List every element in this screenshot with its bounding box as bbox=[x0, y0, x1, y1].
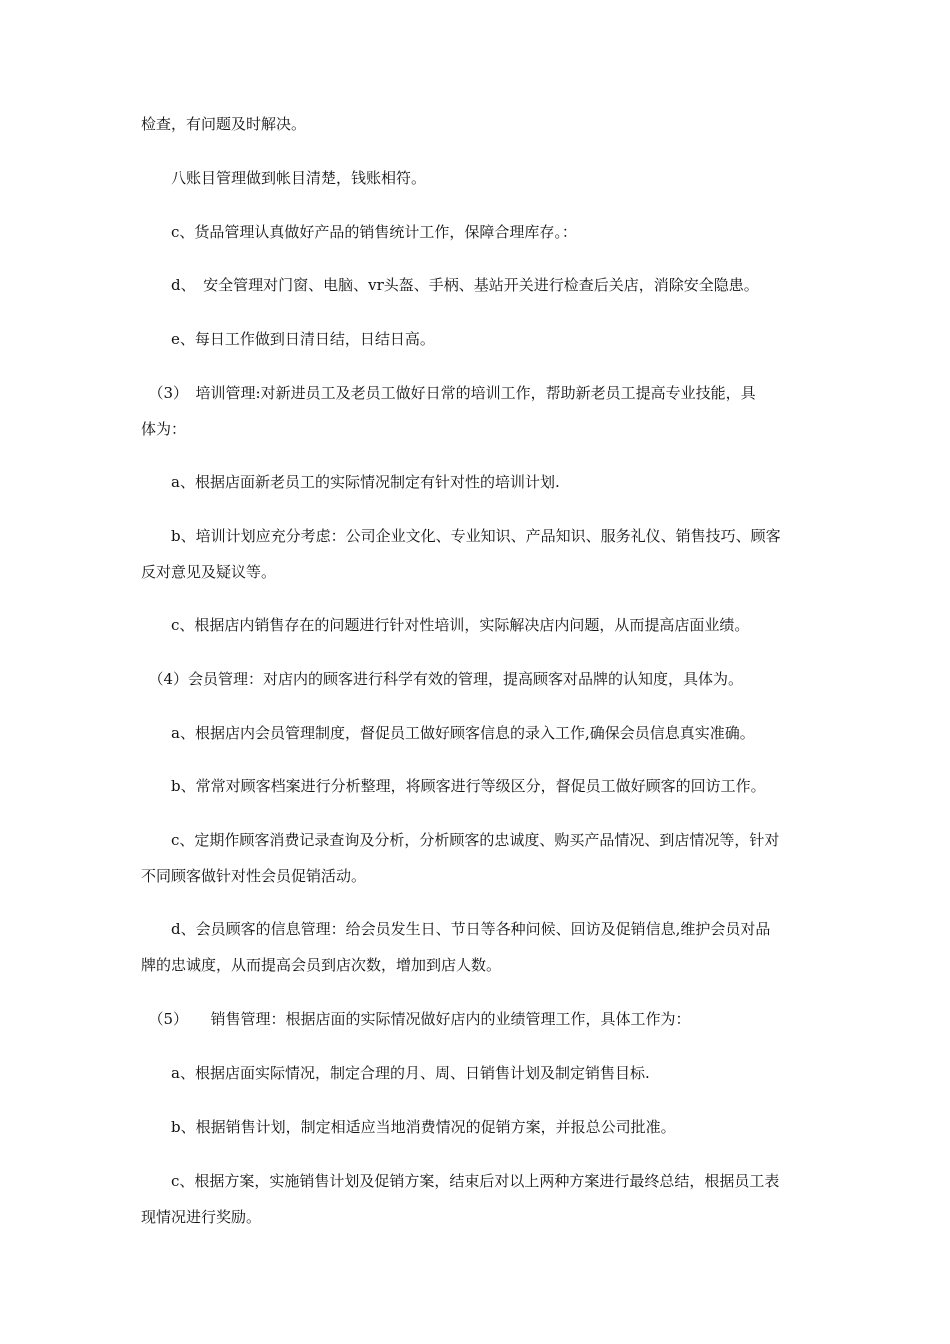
text-line: a、根据店面新老员工的实际情况制定有针对性的培训计划. bbox=[141, 473, 560, 491]
paragraph bbox=[141, 106, 821, 142]
text-line: a、根据店面实际情况，制定合理的月、周、日销售计划及制定销售目标. bbox=[141, 1064, 650, 1082]
paragraph bbox=[141, 911, 821, 983]
text-line: 八账目管理做到帐目清楚，钱账相符。 bbox=[141, 169, 427, 187]
text-line: 牌的忠诚度，从而提高会员到店次数，增加到店人数。 bbox=[141, 956, 502, 974]
text-line: d、 安全管理对门窗、电脑、vr头盔、手柄、基站开关进行检查后关店，消除安全隐患。 bbox=[141, 276, 759, 294]
text-line: （4）会员管理：对店内的顾客进行科学有效的管理，提高顾客对品牌的认知度，具体为。 bbox=[141, 670, 744, 688]
text-line: 检查，有问题及时解决。 bbox=[141, 115, 307, 133]
text-line: e、每日工作做到日清日结，日结日高。 bbox=[141, 330, 435, 348]
paragraph bbox=[141, 661, 821, 697]
paragraph bbox=[141, 768, 821, 804]
text-line: b、常常对顾客档案进行分析整理，将顾客进行等级区分，督促员工做好顾客的回访工作。 bbox=[141, 777, 766, 795]
paragraph bbox=[141, 1163, 821, 1235]
text-line: d、会员顾客的信息管理：给会员发生日、节日等各种问候、回访及促销信息,维护会员对品 bbox=[141, 920, 771, 938]
text-line: b、培训计划应充分考虑：公司企业文化、专业知识、产品知识、服务礼仪、销售技巧、顾客 bbox=[141, 527, 781, 545]
paragraph bbox=[141, 464, 821, 500]
text-line: （5） 销售管理：根据店面的实际情况做好店内的业绩管理工作，具体工作为： bbox=[141, 1010, 691, 1028]
text-line: c、定期作顾客消费记录查询及分析，分析顾客的忠诚度、购买产品情况、到店情况等，针对 bbox=[141, 831, 780, 849]
text-line: 反对意见及疑议等。 bbox=[141, 563, 277, 581]
paragraph bbox=[141, 518, 821, 590]
text-line: （3） 培训管理:对新进员工及老员工做好日常的培训工作，帮助新老员工提高专业技能，具 bbox=[141, 384, 756, 402]
text-line: a、根据店内会员管理制度，督促员工做好顾客信息的录入工作,确保会员信息真实准确。 bbox=[141, 724, 755, 742]
paragraph bbox=[141, 321, 821, 357]
paragraph bbox=[141, 607, 821, 643]
text-line: c、根据方案，实施销售计划及促销方案，结束后对以上两种方案进行最终总结，根据员工表 bbox=[141, 1172, 780, 1190]
text-line: c、根据店内销售存在的问题进行针对性培训，实际解决店内问题，从而提高店面业绩。 bbox=[141, 616, 750, 634]
text-line: c、货品管理认真做好产品的销售统计工作，保障合理库存。： bbox=[141, 223, 577, 241]
paragraph bbox=[141, 1001, 821, 1037]
paragraph bbox=[141, 1109, 821, 1145]
paragraph bbox=[141, 715, 821, 751]
paragraph bbox=[141, 160, 821, 196]
paragraph bbox=[141, 214, 821, 250]
paragraph bbox=[141, 822, 821, 894]
paragraph bbox=[141, 267, 821, 303]
paragraph bbox=[141, 1055, 821, 1091]
text-line: 体为： bbox=[141, 420, 187, 438]
paragraph bbox=[141, 375, 821, 447]
text-line: b、根据销售计划，制定相适应当地消费情况的促销方案，并报总公司批准。 bbox=[141, 1118, 676, 1136]
text-line: 不同顾客做针对性会员促销活动。 bbox=[141, 867, 367, 885]
text-line: 现情况进行奖励。 bbox=[141, 1208, 262, 1226]
